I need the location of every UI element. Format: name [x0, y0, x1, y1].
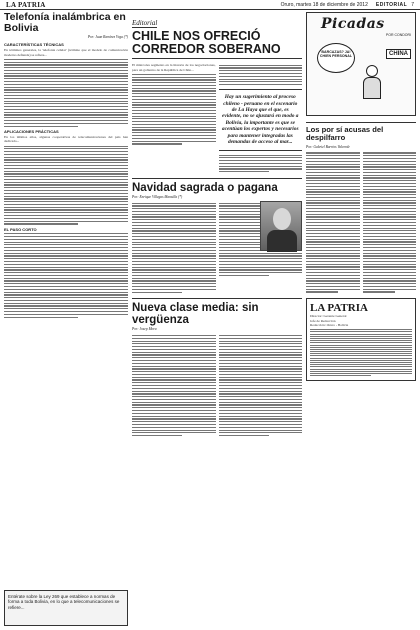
editorial-pullquote: Hay un sugerimiento al proceso chileno - peruano en el escenario de La Haya que el que, es evidente, no se ajustará en modo a Bolivia, la importante es que se acentúan los expertos y necesarios para mantener integradas las demandas de acceso al mar... [219, 89, 303, 150]
left-column [4, 12, 128, 626]
editorial-text-block-2 [219, 65, 303, 86]
left-subhead-1: CARACTERÍSTICAS TÉCNICAS [4, 42, 64, 47]
cartoon-figure [359, 65, 385, 105]
editorial-text-block-1 [132, 74, 216, 145]
editorial-body [132, 63, 302, 174]
right-article-byline: Por: Gabriel Barrios Valverde [306, 144, 350, 149]
editorial-title: CHILE NOS OFRECIÓ CORREDOR SOBERANO [132, 30, 302, 59]
masthead-line-3: Redacción: Oruro - Bolivia [310, 323, 349, 328]
editorial-cartoon [306, 12, 416, 116]
editorial-text-block-3 [219, 155, 303, 173]
cartoon-speech-bubble: BARCAZAS? JA! CHIEN PERSONAL [317, 43, 355, 73]
article3-title: Nueva clase media: sin vergüenza [132, 298, 302, 326]
left-subhead-3: EL PASO CORTO [4, 226, 37, 232]
left-paragraph-2: En los últimos años, algunas cooperativas de telecomunicaciones del país han dedicado... [4, 134, 128, 144]
article3-byline: Por: Josep Mora [132, 327, 157, 332]
masthead-line-1: Director: Gerente General [310, 314, 347, 319]
masthead-line-2: Jefe de Redacción [310, 318, 336, 323]
newspaper-brand: LA PATRIA [6, 0, 46, 9]
cartoon-tag: CHINA [386, 49, 411, 59]
article3-text-block-1 [132, 335, 216, 436]
page-header [0, 0, 420, 10]
left-article-byline: Por: Juan Ramírez Vega (*) [87, 35, 128, 39]
center-column [132, 12, 302, 438]
ad-box [4, 590, 128, 626]
article3-body [132, 333, 302, 438]
article3-text-block-2 [219, 335, 303, 436]
ad-box-text: Entérate sobre la Ley 269 que establece a normas de forma a toda Bolivia, en lo que a telecomunicaciones se refiere... [8, 594, 120, 610]
right-text-block-2 [363, 152, 417, 292]
right-article-title: Los por sí acusas del despilfarro [306, 122, 416, 143]
article2-byline: Por: Enrique Villegas Mansilla (*) [132, 194, 183, 199]
left-text-block-1 [4, 59, 128, 127]
masthead-text-block [310, 329, 412, 376]
article2-body [132, 201, 302, 294]
date-line: Oruro, martes 18 de diciembre de 2012 [280, 1, 368, 8]
article2-text-block-1 [132, 203, 216, 293]
left-subhead-2: APLICACIONES PRÁCTICAS [4, 128, 59, 134]
left-text-block-2 [4, 146, 128, 225]
masthead-box [306, 298, 416, 381]
left-text-block-3 [4, 233, 128, 318]
right-article-body [306, 151, 416, 294]
left-article-title: Telefonía inalámbrica en Bolivia [4, 11, 126, 34]
section-label: EDITORIAL [375, 1, 408, 8]
cartoon-logo: Picadas [321, 16, 385, 32]
page-number: 7 [411, 1, 414, 8]
right-text-block-1 [306, 152, 360, 292]
left-paragraph-1: En términos generales, la 'telefonía celular' (término que el modelo de comunicación moderno defiende) se refiere... [4, 48, 128, 57]
masthead-logo: LA PATRIA [310, 302, 368, 315]
editorial-intro: El miércoles segmento en la historia de los negociaciones, para un gobierno de la República de Chile... [132, 63, 216, 72]
article2-title: Navidad sagrada o pagana [132, 178, 302, 194]
author-photo [260, 201, 302, 251]
right-column [306, 12, 416, 381]
cartoon-author: POR CONDORI [385, 33, 411, 37]
editorial-label: Editorial [132, 19, 158, 27]
